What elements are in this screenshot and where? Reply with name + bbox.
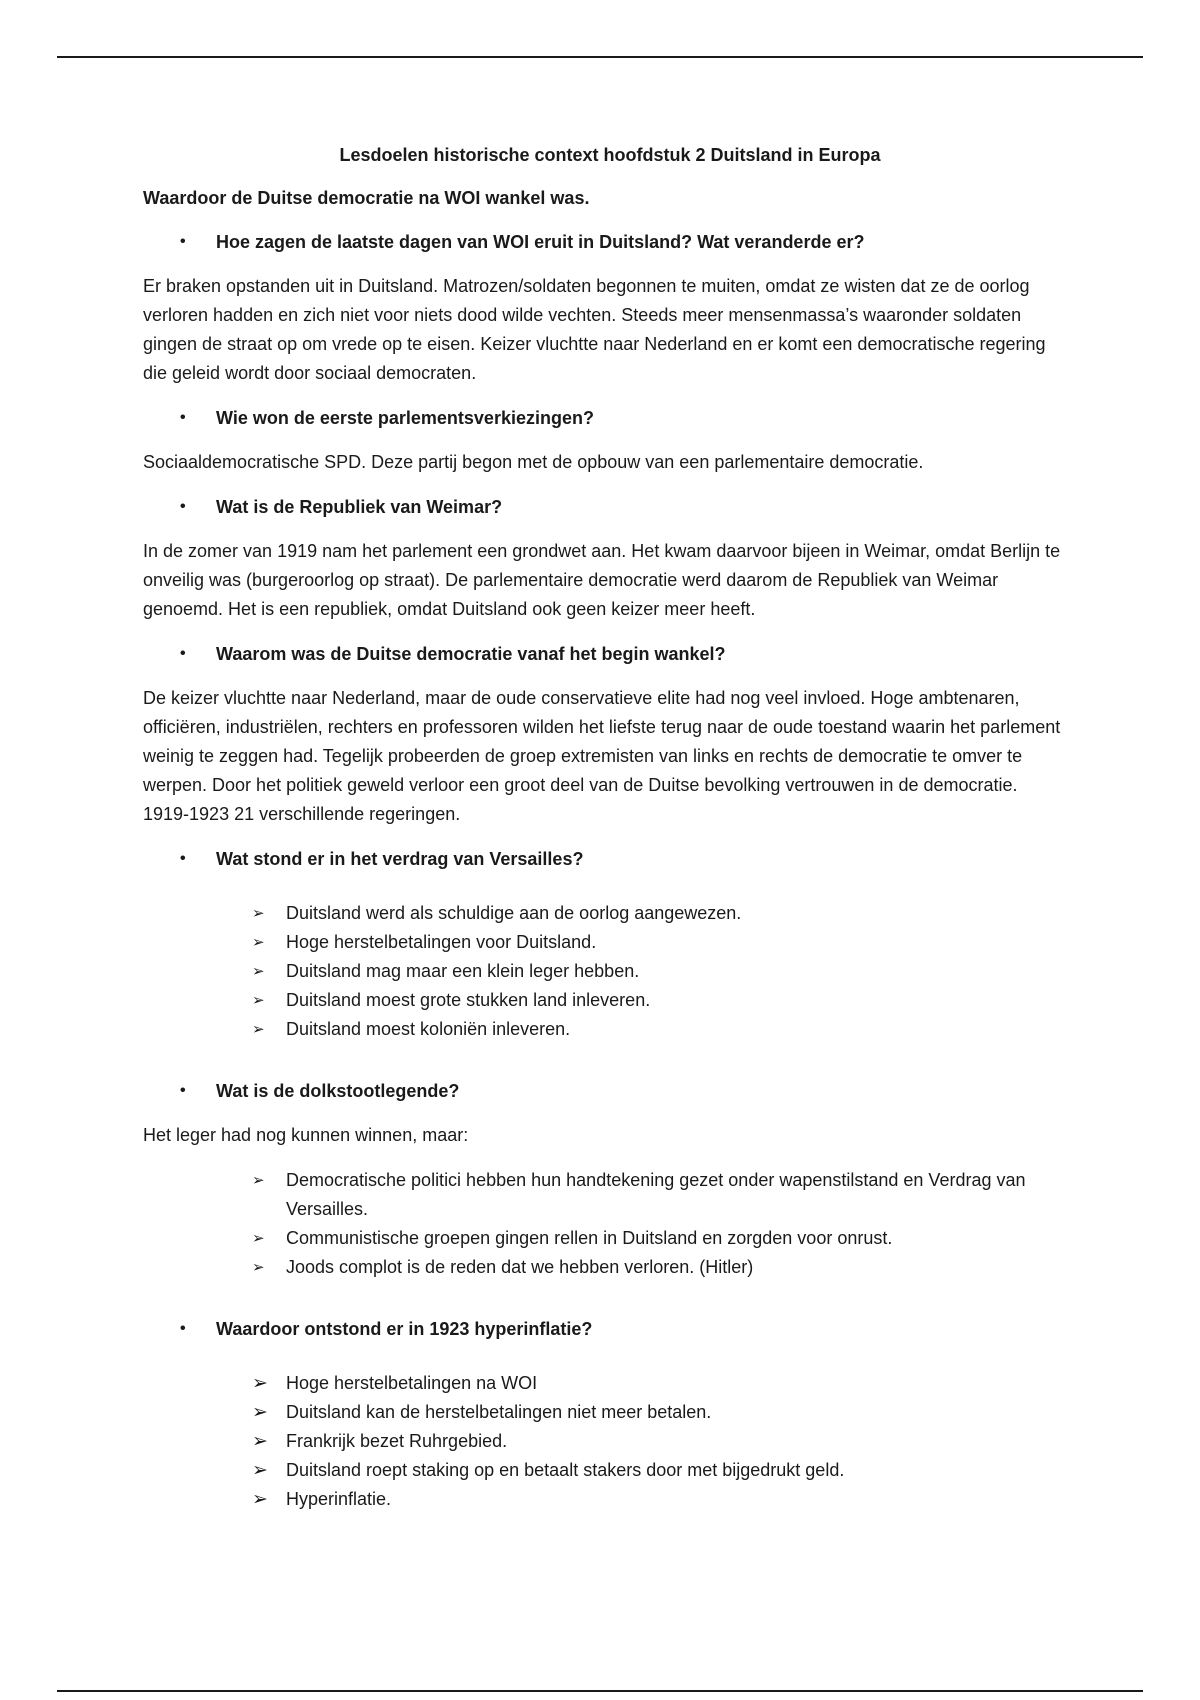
list-item: ➢ Duitsland moest grote stukken land inleveren. (286, 986, 1063, 1015)
list-item: ➢ Hoge herstelbetalingen na WOI (286, 1369, 1063, 1398)
list-item: ➢ Hoge herstelbetalingen voor Duitsland. (286, 928, 1063, 957)
question-text: Waarom was de Duitse democratie vanaf het begin wankel? (216, 644, 726, 664)
bullet-icon: • (180, 409, 186, 426)
answer-paragraph: De keizer vluchtte naar Nederland, maar de oude conservatieve elite had nog veel invloed. Hoge ambtenaren, officiëren, industriëlen, rechters en professoren wilden het liefste terug naar de oude toestand waarin het parlement weinig te zeggen had. Tegelijk probeerden de groep extremisten van links en rechts de democratie te omver te werpen. Door het politiek geweld verloor een groot deel van de Duitse bevolking vertrouwen in de democratie. 1919-1923 21 verschillende regeringen. (143, 688, 1061, 824)
question-text: Wat is de Republiek van Weimar? (216, 497, 503, 517)
arrow-bullet-icon: ➢ (252, 1373, 268, 1394)
header-rule (57, 56, 1143, 58)
list-item: ➢ Duitsland werd als schuldige aan de oorlog aangewezen. (286, 899, 1063, 928)
arrow-bullet-icon: ➢ (252, 992, 265, 1009)
bullet-icon: • (180, 498, 186, 515)
dolkstoot-list (143, 1166, 1063, 1282)
arrow-bullet-icon: ➢ (252, 1259, 265, 1276)
list-item: ➢ Duitsland roept staking op en betaalt stakers door met bijgedrukt geld. (286, 1456, 1063, 1485)
answer-paragraph: In de zomer van 1919 nam het parlement een grondwet aan. Het kwam daarvoor bijeen in Weimar, omdat Berlijn te onveilig was (burgeroorlog op straat). De parlementaire democratie werd daarom de Republiek van Weimar genoemd. Het is een republiek, omdat Duitsland ook geen keizer meer heeft. (143, 541, 1061, 619)
answer-paragraph: Het leger had nog kunnen winnen, maar: (143, 1125, 469, 1145)
versailles-list (143, 899, 1063, 1044)
arrow-bullet-icon: ➢ (252, 1021, 265, 1038)
question-heading (143, 493, 1063, 521)
arrow-bullet-icon: ➢ (252, 963, 265, 980)
question-text: Wat stond er in het verdrag van Versailles? (216, 849, 584, 869)
bullet-icon: • (180, 1082, 186, 1099)
answer-paragraph: Er braken opstanden uit in Duitsland. Matrozen/soldaten begonnen te muiten, omdat ze wisten dat ze de oorlog verloren hadden en zich niet voor niets dood wilde vechten. Steeds meer mensenmassa’s waaronder soldaten gingen de straat op om vrede op te eisen. Keizer vluchtte naar Nederland en er komt een democratische regering die geleid wordt door sociaal democraten. (143, 276, 1046, 383)
list-item: ➢ Duitsland kan de herstelbetalingen niet meer betalen. (286, 1398, 1063, 1427)
question-text: Wat is de dolkstootlegende? (216, 1081, 460, 1101)
question-heading (143, 1315, 1063, 1343)
list-item: ➢ Democratische politici hebben hun handtekening gezet onder wapenstilstand en Verdrag van Versailles. (286, 1166, 1063, 1224)
list-item: ➢ Hyperinflatie. (286, 1485, 1063, 1514)
arrow-bullet-icon: ➢ (252, 1460, 268, 1481)
bullet-icon: • (180, 850, 186, 867)
arrow-bullet-icon: ➢ (252, 905, 265, 922)
answer-paragraph: Sociaaldemocratische SPD. Deze partij begon met de opbouw van een parlementaire democratie. (143, 452, 924, 472)
arrow-bullet-icon: ➢ (252, 1230, 265, 1247)
list-item: ➢ Duitsland moest koloniën inleveren. (286, 1015, 1063, 1044)
document-body (143, 141, 1063, 1514)
hyperinflatie-list (143, 1369, 1063, 1514)
question-heading (143, 228, 1063, 256)
question-text: Wie won de eerste parlementsverkiezingen? (216, 408, 594, 428)
list-item: ➢ Duitsland mag maar een klein leger hebben. (286, 957, 1063, 986)
document-title: Lesdoelen historische context hoofdstuk 2 Duitsland in Europa (339, 145, 881, 165)
question-text: Waardoor ontstond er in 1923 hyperinflatie? (216, 1319, 593, 1339)
question-heading (143, 845, 1063, 873)
section-heading: Waardoor de Duitse democratie na WOI wankel was. (143, 188, 590, 208)
arrow-bullet-icon: ➢ (252, 1402, 268, 1423)
question-heading (143, 1077, 1063, 1105)
arrow-bullet-icon: ➢ (252, 1431, 268, 1452)
arrow-bullet-icon: ➢ (252, 934, 265, 951)
list-item: ➢ Communistische groepen gingen rellen in Duitsland en zorgden voor onrust. (286, 1224, 1063, 1253)
bullet-icon: • (180, 233, 186, 250)
bullet-icon: • (180, 1320, 186, 1337)
bullet-icon: • (180, 645, 186, 662)
footer-rule (57, 1690, 1143, 1692)
arrow-bullet-icon: ➢ (252, 1172, 265, 1189)
question-text: Hoe zagen de laatste dagen van WOI eruit in Duitsland? Wat veranderde er? (216, 232, 865, 252)
list-item: ➢ Frankrijk bezet Ruhrgebied. (286, 1427, 1063, 1456)
arrow-bullet-icon: ➢ (252, 1489, 268, 1510)
question-heading (143, 404, 1063, 432)
list-item: ➢ Joods complot is de reden dat we hebben verloren. (Hitler) (286, 1253, 1063, 1282)
question-heading (143, 640, 1063, 668)
